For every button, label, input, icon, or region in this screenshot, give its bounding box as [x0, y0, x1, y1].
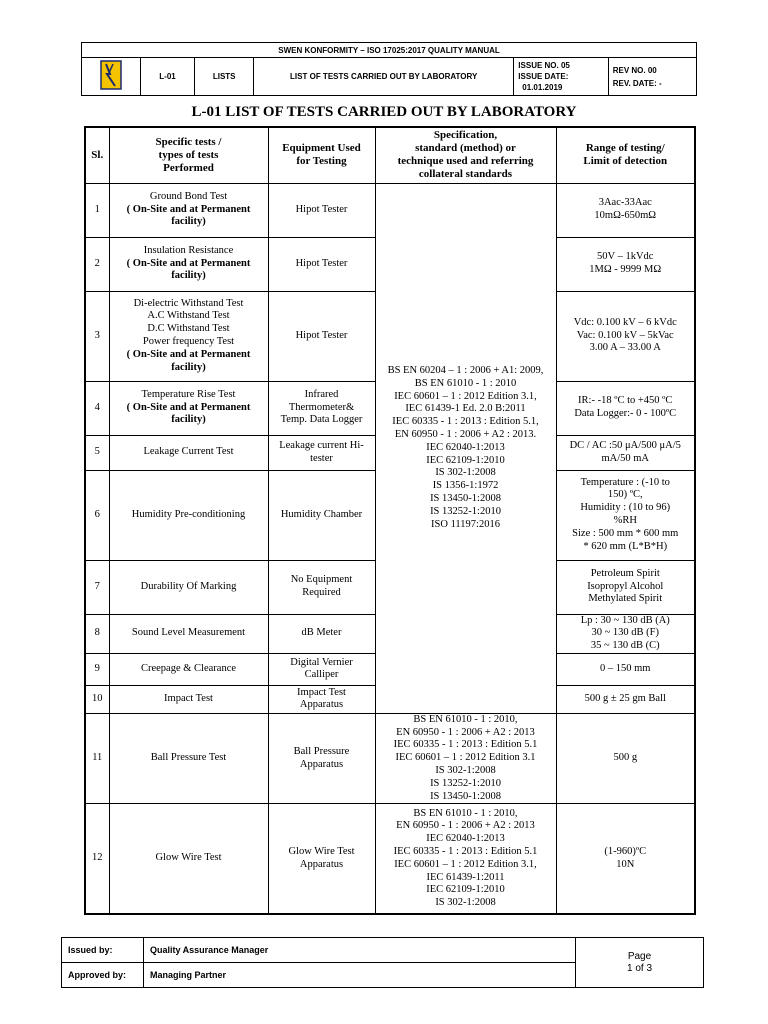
revision-date: REV. DATE: -	[612, 78, 662, 88]
spec-line: IEC 61439-1 Ed. 2.0 B:2011	[405, 403, 526, 415]
spec-line: IS 13450-1:2008	[430, 492, 501, 504]
spec-line: IEC 62040-1:2013	[426, 441, 505, 453]
table-row	[85, 804, 695, 914]
test-name-line: Glow Wire Test	[155, 852, 222, 864]
range-line: Lp : 30 ~ 130 dB (A)	[580, 614, 670, 626]
row-spec	[375, 804, 556, 914]
test-note-line: ( On-Site and at Permanent	[126, 348, 251, 360]
range-line: 50V – 1kVdc	[597, 251, 654, 263]
spec-line: EN 60950 - 1 : 2006 + A2 : 2013.	[394, 429, 537, 440]
row-range	[556, 237, 695, 291]
range-line: 150) ºC,	[607, 489, 643, 501]
equipment-line: Apparatus	[299, 699, 344, 711]
row-range	[556, 435, 695, 470]
row-range	[556, 560, 695, 614]
range-line: DC / AC :50 μA/500 μA/5	[569, 439, 681, 451]
row-equipment	[268, 614, 375, 653]
test-name-line: Power frequency Test	[142, 336, 235, 347]
test-name-line: Ground Bond Test	[149, 190, 228, 202]
approved-by-label: Approved by:	[62, 963, 144, 988]
range-line: Humidity : (10 to 96)	[580, 502, 671, 514]
equipment-line: Ball Pressure	[293, 745, 350, 757]
row-sl: 10	[85, 685, 109, 713]
spec-line: IS 13252-1:2010	[430, 777, 501, 789]
range-line: IR:- -18 ºC to +450 ºC	[578, 395, 673, 407]
row-equipment	[268, 804, 375, 914]
row-equipment	[268, 470, 375, 560]
issued-by-value: Quality Assurance Manager	[144, 938, 576, 963]
page-title: L-01 LIST OF TESTS CARRIED OUT BY LABORATORY	[191, 104, 577, 120]
row-test	[109, 435, 268, 470]
col-header-spec-line: technique used and referring	[397, 155, 534, 168]
row-test	[109, 381, 268, 435]
lightning-bolt-icon	[100, 60, 122, 90]
revision-number: REV NO. 00	[612, 65, 657, 75]
range-line: 3.00 A – 33.00 A	[589, 342, 661, 354]
spec-line: IS 302-1:2008	[435, 897, 496, 909]
equipment-line: Apparatus	[299, 858, 344, 870]
row-test	[109, 560, 268, 614]
doc-code: L-01	[140, 58, 195, 96]
row-sl: 4	[85, 381, 109, 435]
section-name: LISTS	[195, 58, 254, 96]
approved-by-value: Managing Partner	[144, 963, 576, 988]
range-line: Petroleum Spirit	[590, 567, 660, 579]
spec-line: BS EN 61010 - 1 : 2010	[414, 377, 517, 389]
row-equipment	[268, 291, 375, 381]
test-note-line: ( On-Site and at Permanent	[126, 257, 251, 269]
test-note-line: facility)	[171, 270, 206, 282]
spec-line: IS 302-1:2008	[435, 467, 496, 479]
equipment-line: dB Meter	[301, 627, 342, 639]
range-line: 500 g	[613, 752, 638, 764]
row-range	[556, 713, 695, 804]
col-header-equipment-line: Equipment Used	[282, 142, 361, 155]
row-test	[109, 685, 268, 713]
equipment-line: Hipot Tester	[295, 329, 348, 341]
range-line: 10mΩ-650mΩ	[594, 210, 657, 221]
equipment-line: Apparatus	[299, 758, 344, 770]
row-equipment	[268, 653, 375, 685]
table-header-row	[85, 127, 695, 183]
row-test	[109, 470, 268, 560]
spec-line: IEC 61439-1:2011	[426, 871, 505, 883]
range-line: Vdc: 0.100 kV – 6 kVdc	[573, 316, 677, 328]
row-equipment	[268, 435, 375, 470]
page-value: 1 of 3	[626, 962, 653, 974]
row-range	[556, 291, 695, 381]
issue-number: ISSUE NO. 05	[518, 61, 570, 70]
row-sl: 8	[85, 614, 109, 653]
row-equipment	[268, 237, 375, 291]
spec-line: IEC 62109-1:2010	[426, 454, 505, 466]
row-test	[109, 291, 268, 381]
row-equipment	[268, 381, 375, 435]
equipment-line: Hipot Tester	[295, 257, 348, 269]
range-line: %RH	[613, 515, 637, 526]
col-header-spec-line: Specification,	[433, 129, 498, 142]
test-note-line: facility)	[171, 216, 206, 228]
page-label: Page	[627, 950, 652, 962]
spec-line: IEC 60601 – 1 : 2012 Edition 3.1,	[394, 858, 537, 870]
row-range	[556, 804, 695, 914]
manual-title: SWEN KONFORMITY – ISO 17025:2017 QUALITY MANUAL	[82, 43, 697, 58]
row-range	[556, 470, 695, 560]
spec-line: IS 1356-1:1972	[432, 480, 499, 492]
spec-line: BS EN 61010 - 1 : 2010,	[413, 807, 518, 819]
row-test	[109, 614, 268, 653]
range-line: 500 g ± 25 gm Ball	[584, 692, 666, 704]
row-sl: 2	[85, 237, 109, 291]
test-name-line: Ball Pressure Test	[150, 752, 227, 764]
row-test	[109, 804, 268, 914]
equipment-line: Calliper	[304, 669, 339, 681]
equipment-line: No Equipment	[290, 574, 353, 586]
test-name-line: Leakage Current Test	[143, 446, 234, 458]
spec-line: IEC 60601 – 1 : 2012 Edition 3.1,	[394, 390, 537, 402]
test-note-line: ( On-Site and at Permanent	[126, 401, 251, 413]
row-range	[556, 183, 695, 237]
range-line: Data Logger:- 0 - 100ºC	[574, 408, 677, 419]
spec-line: IEC 60335 - 1 : 2013 : Edition 5.1	[393, 739, 538, 751]
spec-line: BS EN 61010 - 1 : 2010,	[413, 713, 518, 725]
row-sl: 6	[85, 470, 109, 560]
test-name-line: Sound Level Measurement	[131, 627, 246, 639]
col-header-tests-line: types of tests	[158, 148, 219, 161]
row-range	[556, 614, 695, 653]
col-header-range-line: Range of testing/	[585, 142, 665, 155]
row-range	[556, 653, 695, 685]
test-name-line: Humidity Pre-conditioning	[131, 508, 246, 520]
equipment-line: Temp. Data Logger	[280, 414, 363, 426]
range-line: Methylated Spirit	[588, 593, 663, 605]
equipment-line: Required	[302, 587, 341, 598]
row-equipment	[268, 713, 375, 804]
row-test	[109, 713, 268, 804]
row-sl: 5	[85, 435, 109, 470]
spec-line: EN 60950 - 1 : 2006 + A2 : 2013	[396, 820, 535, 832]
col-header-equipment-line: for Testing	[296, 155, 347, 168]
test-name-line: A.C Withstand Test	[147, 310, 230, 322]
col-header-tests-line: Performed	[163, 161, 214, 174]
equipment-line: Leakage current Hi-	[279, 439, 364, 451]
range-line: 3Aac-33Aac	[598, 197, 652, 209]
tests-table	[84, 126, 696, 915]
row-equipment	[268, 560, 375, 614]
issue-date-label: ISSUE DATE:	[518, 72, 569, 81]
col-header-range	[556, 127, 695, 183]
range-line: 30 ~ 130 dB (F)	[591, 627, 660, 639]
row-sl: 1	[85, 183, 109, 237]
spec-line: IEC 62109-1:2010	[426, 884, 505, 896]
col-header-range-line: Limit of detection	[583, 155, 668, 168]
header-subject: LIST OF TESTS CARRIED OUT BY LABORATORY	[254, 58, 514, 96]
document-footer	[61, 937, 704, 988]
range-line: 1MΩ - 9999 MΩ	[589, 264, 662, 275]
document-header	[81, 42, 697, 96]
issue-info	[514, 58, 608, 96]
col-header-tests	[109, 127, 268, 183]
spec-line: BS EN 60204 – 1 : 2006 + A1: 2009,	[387, 365, 544, 377]
row-test	[109, 237, 268, 291]
range-line: mA/50 mA	[601, 452, 650, 464]
row-spec	[375, 713, 556, 804]
equipment-line: Humidity Chamber	[280, 508, 363, 520]
row-test	[109, 653, 268, 685]
equipment-line: Digital Vernier	[290, 656, 353, 668]
range-line: (1-960)ºC	[604, 845, 647, 857]
test-name-line: Durability Of Marking	[140, 580, 237, 592]
spec-line: IEC 60335 - 1 : 2013 : Edition 5.1,	[392, 416, 539, 428]
spec-line: IEC 60335 - 1 : 2013 : Edition 5.1	[393, 845, 538, 857]
row-test	[109, 183, 268, 237]
range-line: Isopropyl Alcohol	[587, 580, 664, 592]
range-line: Size : 500 mm * 600 mm	[572, 527, 679, 539]
table-row	[85, 713, 695, 804]
test-note-line: ( On-Site and at Permanent	[126, 203, 251, 215]
table-row	[85, 183, 695, 237]
issued-by-label: Issued by:	[62, 938, 144, 963]
test-note-line: facility)	[171, 361, 206, 373]
row-sl: 12	[85, 804, 109, 914]
equipment-line: Hipot Tester	[295, 203, 348, 215]
range-line: Vac: 0.100 kV – 5kVac	[576, 329, 674, 341]
row-equipment	[268, 183, 375, 237]
range-line: Temperature : (-10 to	[580, 476, 670, 488]
row-range	[556, 685, 695, 713]
spec-line: IS 13450-1:2008	[430, 790, 501, 802]
equipment-line: Infrared	[304, 388, 339, 400]
spec-line: IEC 60601 – 1 : 2012 Edition 3.1	[395, 752, 536, 764]
row-sl: 3	[85, 291, 109, 381]
test-name-line: Di-electric Withstand Test	[133, 297, 244, 309]
col-header-spec	[375, 127, 556, 183]
test-name-line: Insulation Resistance	[143, 244, 234, 256]
test-name-line: Temperature Rise Test	[141, 388, 236, 400]
equipment-line: Glow Wire Test	[288, 845, 355, 857]
col-header-sl: Sl.	[85, 127, 109, 183]
spec-line: IEC 62040-1:2013	[426, 833, 505, 845]
range-line: 35 ~ 130 dB (C)	[590, 640, 660, 652]
spec-line: EN 60950 - 1 : 2006 + A2 : 2013	[396, 726, 535, 738]
test-name-line: D.C Withstand Test	[147, 323, 230, 335]
row-range	[556, 381, 695, 435]
row-equipment	[268, 685, 375, 713]
col-header-spec-line: standard (method) or	[415, 142, 516, 155]
spec-line: IS 302-1:2008	[435, 765, 496, 777]
spec-line: ISO 11197:2016	[431, 518, 500, 530]
row-sl: 9	[85, 653, 109, 685]
issue-date: 01.01.2019	[522, 83, 563, 92]
equipment-line: Thermometer&	[288, 401, 355, 413]
revision-info	[608, 58, 696, 96]
row-sl: 7	[85, 560, 109, 614]
range-line: * 620 mm (L*B*H)	[583, 540, 668, 552]
page-number	[576, 938, 704, 988]
test-name-line: Creepage & Clearance	[140, 662, 237, 674]
col-header-spec-line: collateral standards	[418, 168, 513, 181]
range-line: 0 – 150 mm	[600, 662, 651, 674]
col-header-tests-line: Specific tests /	[155, 135, 222, 148]
company-logo	[82, 58, 141, 96]
test-name-line: Impact Test	[164, 692, 213, 704]
spec-line: IS 13252-1:2010	[430, 505, 501, 517]
equipment-line: Impact Test	[297, 686, 346, 698]
row-sl: 11	[85, 713, 109, 804]
range-line: 10N	[616, 858, 635, 870]
test-note-line: facility)	[171, 414, 206, 426]
row-spec-shared	[375, 183, 556, 713]
equipment-line: tester	[310, 452, 333, 464]
col-header-equipment	[268, 127, 375, 183]
